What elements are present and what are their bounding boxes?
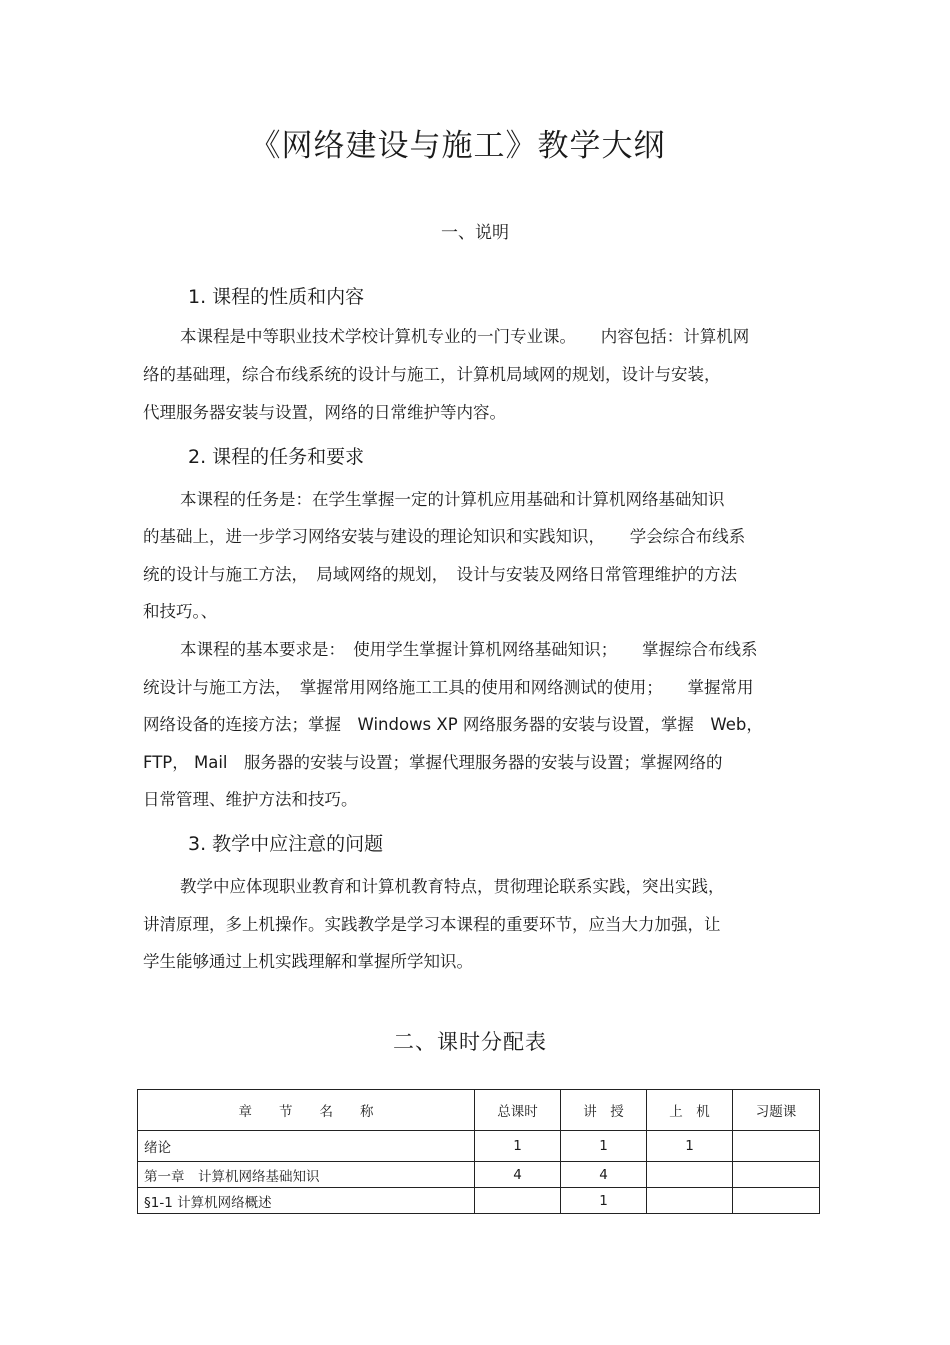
document-title: 《网络建设与施工》教学大纲 xyxy=(249,128,666,164)
table-cell xyxy=(733,1188,820,1214)
paragraph-line: 网络设备的连接方法；掌握 Windows XP 网络服务器的安装与设置，掌握 Web， xyxy=(143,715,763,734)
table-row xyxy=(138,1188,820,1214)
table-cell: 第一章 计算机网络基础知识 xyxy=(138,1162,475,1188)
hours-table xyxy=(137,1089,820,1214)
paragraph-line: 讲清原理，多上机操作。实践教学是学习本课程的重要环节，应当大力加强，让 xyxy=(143,915,721,934)
section-heading-hours: 二、课时分配表 xyxy=(393,1030,547,1054)
paragraph-line: 学生能够通过上机实践理解和掌握所学知识。 xyxy=(143,952,473,971)
table-cell xyxy=(647,1162,733,1188)
table-cell: §1-1 计算机网络概述 xyxy=(138,1188,475,1214)
subsection-heading-tasks: 2. 课程的任务和要求 xyxy=(188,446,365,468)
table-row xyxy=(138,1162,820,1188)
paragraph-line: 代理服务器安装与设置，网络的日常维护等内容。 xyxy=(143,403,506,422)
paragraph-line: 的基础上，进一步学习网络安装与建设的理论知识和实践知识， 学会综合布线系 xyxy=(143,527,746,546)
paragraph-line: 和技巧。、 xyxy=(143,602,218,621)
header-cell-total-hours: 总课时 xyxy=(475,1090,561,1131)
subsection-heading-nature: 1. 课程的性质和内容 xyxy=(188,286,365,308)
paragraph-line: 本课程的基本要求是： 使用学生掌握计算机网络基础知识； 掌握综合布线系 xyxy=(180,640,758,659)
table-cell xyxy=(733,1162,820,1188)
paragraph-line: 统设计与施工方法， 掌握常用网络施工工具的使用和网络测试的使用； 掌握常用 xyxy=(143,678,754,697)
table-cell xyxy=(475,1188,561,1214)
table-cell: 1 xyxy=(561,1188,647,1214)
header-cell-lecture: 讲 授 xyxy=(561,1090,647,1131)
paragraph-line: 统的设计与施工方法， 局域网络的规划， 设计与安装及网络日常管理维护的方法 xyxy=(143,565,737,584)
header-cell-chapter: 章 节 名 称 xyxy=(138,1090,475,1131)
paragraph-line: 本课程是中等职业技术学校计算机专业的一门专业课。 内容包括：计算机网 xyxy=(180,327,750,346)
table-cell: 1 xyxy=(647,1131,733,1162)
table-cell: 1 xyxy=(561,1131,647,1162)
paragraph-line: FTP， Mail 服务器的安装与设置；掌握代理服务器的安装与设置；掌握网络的 xyxy=(143,753,723,772)
paragraph-line: 络的基础理，综合布线系统的设计与施工，计算机局域网的规划，设计与安装， xyxy=(143,365,721,384)
table-cell xyxy=(647,1188,733,1214)
header-cell-exercise: 习题课 xyxy=(733,1090,820,1131)
subsection-heading-issues: 3. 教学中应注意的问题 xyxy=(188,833,384,855)
table-cell: 4 xyxy=(475,1162,561,1188)
header-cell-lab: 上 机 xyxy=(647,1090,733,1131)
table-cell: 绪论 xyxy=(138,1131,475,1162)
paragraph-line: 日常管理、维护方法和技巧。 xyxy=(143,790,358,809)
section-heading-description: 一、说明 xyxy=(441,223,509,243)
table-cell: 4 xyxy=(561,1162,647,1188)
table-cell: 1 xyxy=(475,1131,561,1162)
paragraph-line: 教学中应体现职业教育和计算机教育特点，贯彻理论联系实践，突出实践， xyxy=(180,877,725,896)
table-cell xyxy=(733,1131,820,1162)
table-row xyxy=(138,1131,820,1162)
table-header-row xyxy=(138,1090,820,1131)
paragraph-line: 本课程的任务是：在学生掌握一定的计算机应用基础和计算机网络基础知识 xyxy=(180,490,725,509)
